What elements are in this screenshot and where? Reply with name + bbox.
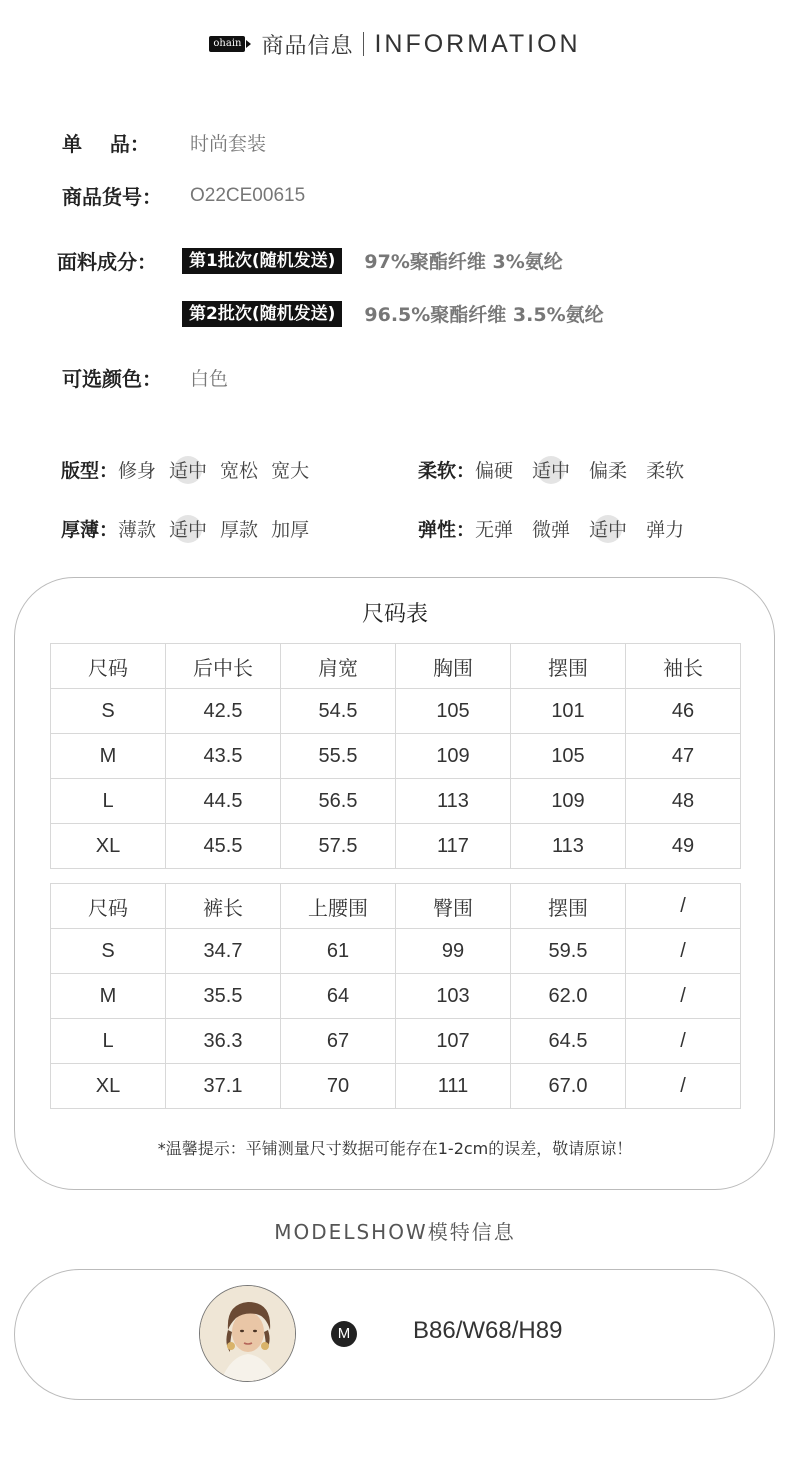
table-cell: 67 [281, 1019, 396, 1064]
table-cell: 59.5 [511, 929, 626, 974]
attr-option: 微弹 [532, 519, 571, 541]
fabric-batch-badge: 第1批次(随机发送) [182, 248, 342, 274]
attr-option-selected: 适中 [532, 456, 570, 483]
table-cell: 46 [626, 689, 741, 734]
table-row [51, 779, 741, 824]
attr-option: 薄款 [118, 519, 157, 541]
table-cell: 64 [281, 974, 396, 1019]
table-cell: 113 [511, 824, 626, 869]
table-cell: 62.0 [511, 974, 626, 1019]
table-cell: 70 [281, 1064, 396, 1109]
table-cell: 117 [396, 824, 511, 869]
attr-option: 偏柔 [589, 460, 628, 482]
table-cell: 103 [396, 974, 511, 1019]
table-cell: 107 [396, 1019, 511, 1064]
header-title-cn: 商品信息 [261, 33, 354, 59]
attr-elasticity [418, 515, 684, 542]
model-measurements: B86/W68/H89 [413, 1317, 563, 1344]
fabric-label: 面料成分： [57, 250, 157, 274]
table-cell: 34.7 [166, 929, 281, 974]
table-cell: 61 [281, 929, 396, 974]
fabric-batch-badge: 第2批次(随机发送) [182, 301, 342, 327]
model-section-title: MODELSHOW模特信息 [274, 1220, 516, 1244]
table-header-cell: 肩宽 [281, 644, 396, 689]
color-value: 白色 [190, 368, 229, 390]
section-header [0, 26, 790, 62]
table-header-row [51, 644, 741, 689]
product-code-label: 商品货号： [62, 185, 162, 209]
attr-softness [418, 456, 684, 483]
table-cell: 35.5 [166, 974, 281, 1019]
table-cell: S [51, 689, 166, 734]
table-header-row [51, 884, 741, 929]
table-cell: M [51, 974, 166, 1019]
table-cell: 37.1 [166, 1064, 281, 1109]
fabric-row-2 [182, 300, 604, 327]
size-chart-title: 尺码表 [361, 602, 428, 627]
product-code-row [62, 181, 305, 210]
table-cell: 109 [396, 734, 511, 779]
table-cell: 57.5 [281, 824, 396, 869]
attr-option: 偏硬 [475, 460, 514, 482]
attr-option-selected: 适中 [169, 456, 207, 483]
brand-logo [209, 36, 251, 52]
attr-label: 柔软： [418, 460, 476, 482]
table-row [51, 929, 741, 974]
attr-option-selected: 适中 [169, 515, 207, 542]
table-cell: / [626, 1064, 741, 1109]
table-cell: 48 [626, 779, 741, 824]
attr-option: 宽松 [220, 460, 259, 482]
table-header-cell: 胸围 [396, 644, 511, 689]
play-arrow-icon [246, 40, 251, 48]
attr-thickness [61, 515, 309, 542]
table-cell: 43.5 [166, 734, 281, 779]
table-cell: / [626, 974, 741, 1019]
table-cell: 49 [626, 824, 741, 869]
table-cell: 111 [396, 1064, 511, 1109]
table-header-cell: 臀围 [396, 884, 511, 929]
table-header-cell: 尺码 [51, 644, 166, 689]
table-cell: 56.5 [281, 779, 396, 824]
fabric-composition: 96.5%聚酯纤维 3.5%氨纶 [364, 304, 604, 326]
table-cell: 101 [511, 689, 626, 734]
table-cell: 109 [511, 779, 626, 824]
product-code-value: O22CE00615 [190, 184, 306, 206]
table-cell: XL [51, 1064, 166, 1109]
table-cell: 36.3 [166, 1019, 281, 1064]
size-table-bottom [50, 883, 741, 1109]
table-header-cell: 裤长 [166, 884, 281, 929]
table-row [51, 1064, 741, 1109]
table-cell: 42.5 [166, 689, 281, 734]
table-cell: 113 [396, 779, 511, 824]
table-header-cell: 摆围 [511, 884, 626, 929]
measurement-tip: *温馨提示：平铺测量尺寸数据可能存在1-2cm的误差，敬请原谅！ [157, 1139, 633, 1158]
attr-option: 厚款 [220, 519, 259, 541]
product-name-value: 时尚套装 [190, 133, 267, 155]
product-name-label: 单 品： [62, 132, 150, 156]
table-header-cell: 上腰围 [281, 884, 396, 929]
attr-label: 弹性： [418, 519, 476, 541]
table-cell: 67.0 [511, 1064, 626, 1109]
table-cell: 54.5 [281, 689, 396, 734]
product-name-row [62, 128, 266, 157]
table-row [51, 824, 741, 869]
attr-option-selected: 适中 [589, 515, 627, 542]
attr-option: 无弹 [475, 519, 514, 541]
fabric-composition: 97%聚酯纤维 3%氨纶 [364, 251, 563, 273]
attr-option: 宽大 [271, 460, 310, 482]
table-row [51, 974, 741, 1019]
table-cell: XL [51, 824, 166, 869]
color-label: 可选颜色： [62, 367, 162, 391]
brand-logo-text: ohain [209, 36, 245, 52]
attr-option: 加厚 [271, 519, 310, 541]
table-header-cell: 摆围 [511, 644, 626, 689]
attr-option: 柔软 [646, 460, 685, 482]
attr-fit [61, 456, 309, 483]
model-info-card [14, 1269, 775, 1400]
table-cell: / [626, 929, 741, 974]
fabric-row-1 [57, 246, 563, 275]
table-cell: 47 [626, 734, 741, 779]
table-cell: S [51, 929, 166, 974]
attr-label: 厚薄： [61, 519, 119, 541]
table-cell: 55.5 [281, 734, 396, 779]
header-title-en: INFORMATION [374, 29, 581, 58]
table-cell: / [626, 1019, 741, 1064]
size-table-top [50, 643, 741, 869]
table-header-cell: / [626, 884, 741, 929]
table-cell: 45.5 [166, 824, 281, 869]
header-divider [363, 32, 364, 56]
model-size-badge: M [331, 1321, 357, 1347]
table-row [51, 734, 741, 779]
table-row [51, 689, 741, 734]
table-cell: 44.5 [166, 779, 281, 824]
table-header-cell: 尺码 [51, 884, 166, 929]
table-row [51, 1019, 741, 1064]
table-header-cell: 后中长 [166, 644, 281, 689]
table-cell: L [51, 1019, 166, 1064]
model-portrait-icon [199, 1285, 296, 1382]
table-cell: M [51, 734, 166, 779]
table-header-cell: 袖长 [626, 644, 741, 689]
table-cell: 64.5 [511, 1019, 626, 1064]
table-cell: 105 [396, 689, 511, 734]
table-cell: 105 [511, 734, 626, 779]
attr-label: 版型： [61, 460, 119, 482]
table-cell: 99 [396, 929, 511, 974]
color-row [62, 363, 228, 392]
attr-option: 弹力 [646, 519, 685, 541]
attr-option: 修身 [118, 460, 157, 482]
table-cell: L [51, 779, 166, 824]
